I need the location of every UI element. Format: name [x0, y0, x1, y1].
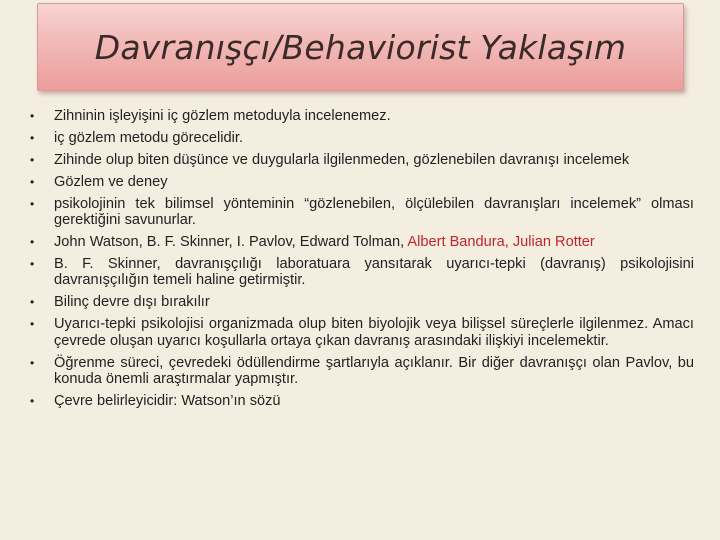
list-item-text: psikolojinin tek bilimsel yönteminin “gözlenebilen, ölçülebilen davranışları incelemek” olması gerektiğini savunurlar. — [54, 195, 694, 229]
list-item-text: John Watson, B. F. Skinner, I. Pavlov, Edward Tolman, — [54, 233, 408, 250]
list-item — [30, 316, 694, 349]
list-item — [30, 174, 694, 191]
list-item-text: Zihinde olup biten düşünce ve duygularla ilgilenmeden, gözlenebilen davranışı incelemek — [54, 151, 630, 168]
bullet-icon: • — [30, 393, 35, 408]
title-box — [37, 3, 684, 91]
list-item — [30, 393, 694, 410]
bullet-icon: • — [30, 152, 35, 167]
highlighted-names: Albert Bandura, Julian Rotter — [407, 233, 595, 250]
list-item — [30, 355, 694, 388]
list-item-text: Uyarıcı-tepki psikolojisi organizmada olup biten biyolojik veya bilişsel süreçlerle ilgilenmez. Amacı çevrede oluşan uyarıcı koşullarla ortaya çıkan davranış arasındaki ilişkiyi incelemektir. — [54, 316, 694, 349]
bullet-icon: • — [30, 295, 35, 310]
list-item-text: Çevre belirleyicidir: Watson’ın sözü — [54, 392, 281, 409]
bullet-icon: • — [30, 234, 35, 249]
list-item-text: Bilinç devre dışı bırakılır — [54, 294, 210, 311]
list-item — [30, 130, 694, 147]
list-item — [30, 152, 694, 169]
list-item-text: Öğrenme süreci, çevredeki ödüllendirme şartlarıyla açıklanır. Bir diğer davranışçı olan Pavlov, bu konuda önemli araştırmalar yapmıştır. — [54, 354, 694, 388]
list-item-text: Gözlem ve deney — [54, 173, 168, 190]
bullet-icon: • — [30, 196, 35, 211]
bullet-icon: • — [30, 130, 35, 145]
list-item-names — [30, 234, 694, 251]
list-item-text: Zihninin işleyişini iç gözlem metoduyla incelenemez. — [54, 108, 391, 124]
bullet-icon: • — [30, 109, 35, 123]
bullet-list — [30, 108, 694, 415]
list-item — [30, 108, 694, 125]
list-item-text: B. F. Skinner, davranışçılığı laboratuara yansıtarak uyarıcı-tepki (davranış) psikolojisini davranışçılığın temeli haline getirmiştir. — [54, 255, 694, 289]
list-item — [30, 196, 694, 229]
bullet-icon: • — [30, 317, 35, 332]
list-item — [30, 256, 694, 289]
list-item-text: iç gözlem metodu görecelidir. — [54, 129, 243, 146]
bullet-icon: • — [30, 256, 35, 271]
slide-title: Davranışçı/Behaviorist Yaklaşım — [94, 27, 627, 67]
bullet-icon: • — [30, 355, 35, 370]
list-item — [30, 294, 694, 311]
bullet-icon: • — [30, 174, 35, 189]
